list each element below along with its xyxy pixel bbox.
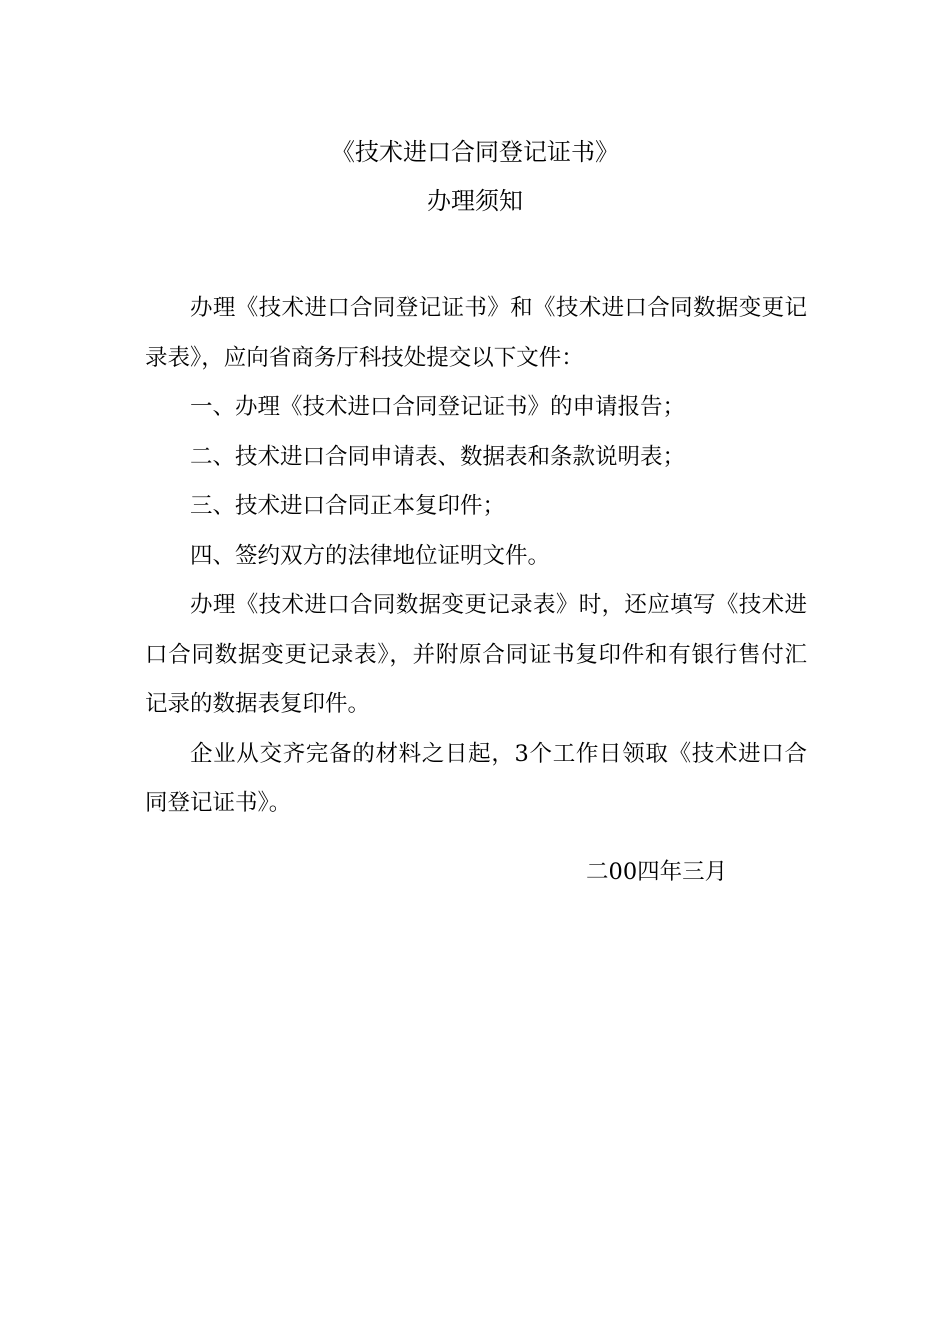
document-date: 二00四年三月 (586, 859, 728, 885)
paragraph-intro: 办理《技术进口合同登记证书》和《技术进口合同数据变更记录表》，应向省商务厅科技处提交以下文件： (145, 295, 807, 371)
document-body (145, 284, 807, 829)
list-item-4: 四、签约双方的法律地位证明文件。 (190, 542, 551, 569)
list-item-2: 二、技术进口合同申请表、数据表和条款说明表； (190, 443, 686, 470)
document-subtitle: 办理须知 (427, 187, 523, 215)
paragraph-change-record: 办理《技术进口合同数据变更记录表》时，还应填写《技术进口合同数据变更记录表》，并附原合同证书复印件和有银行售付汇记录的数据表复印件。 (145, 592, 807, 717)
list-item-3: 三、技术进口合同正本复印件； (190, 493, 506, 519)
document-title: 《技术进口合同登记证书》 (331, 138, 619, 166)
list-item-1: 一、办理《技术进口合同登记证书》的申请报告； (190, 394, 686, 420)
paragraph-processing-time: 企业从交齐完备的材料之日起，3个工作日领取《技术进口合同登记证书》。 (145, 740, 807, 816)
